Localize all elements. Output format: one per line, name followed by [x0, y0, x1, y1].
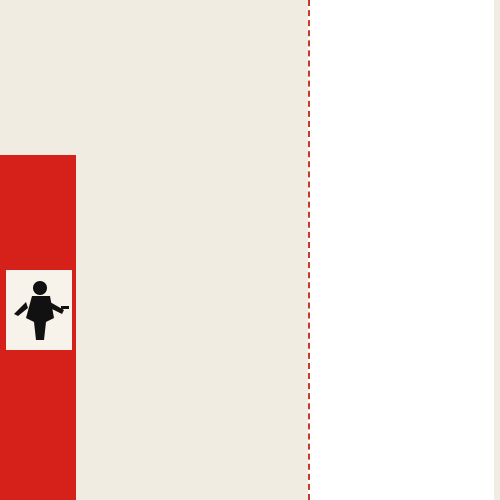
- editorial-article: [308, 0, 494, 500]
- puppet-figure-illustration: [6, 270, 72, 350]
- promo-headline: [0, 160, 76, 164]
- table-of-contents: [84, 0, 304, 500]
